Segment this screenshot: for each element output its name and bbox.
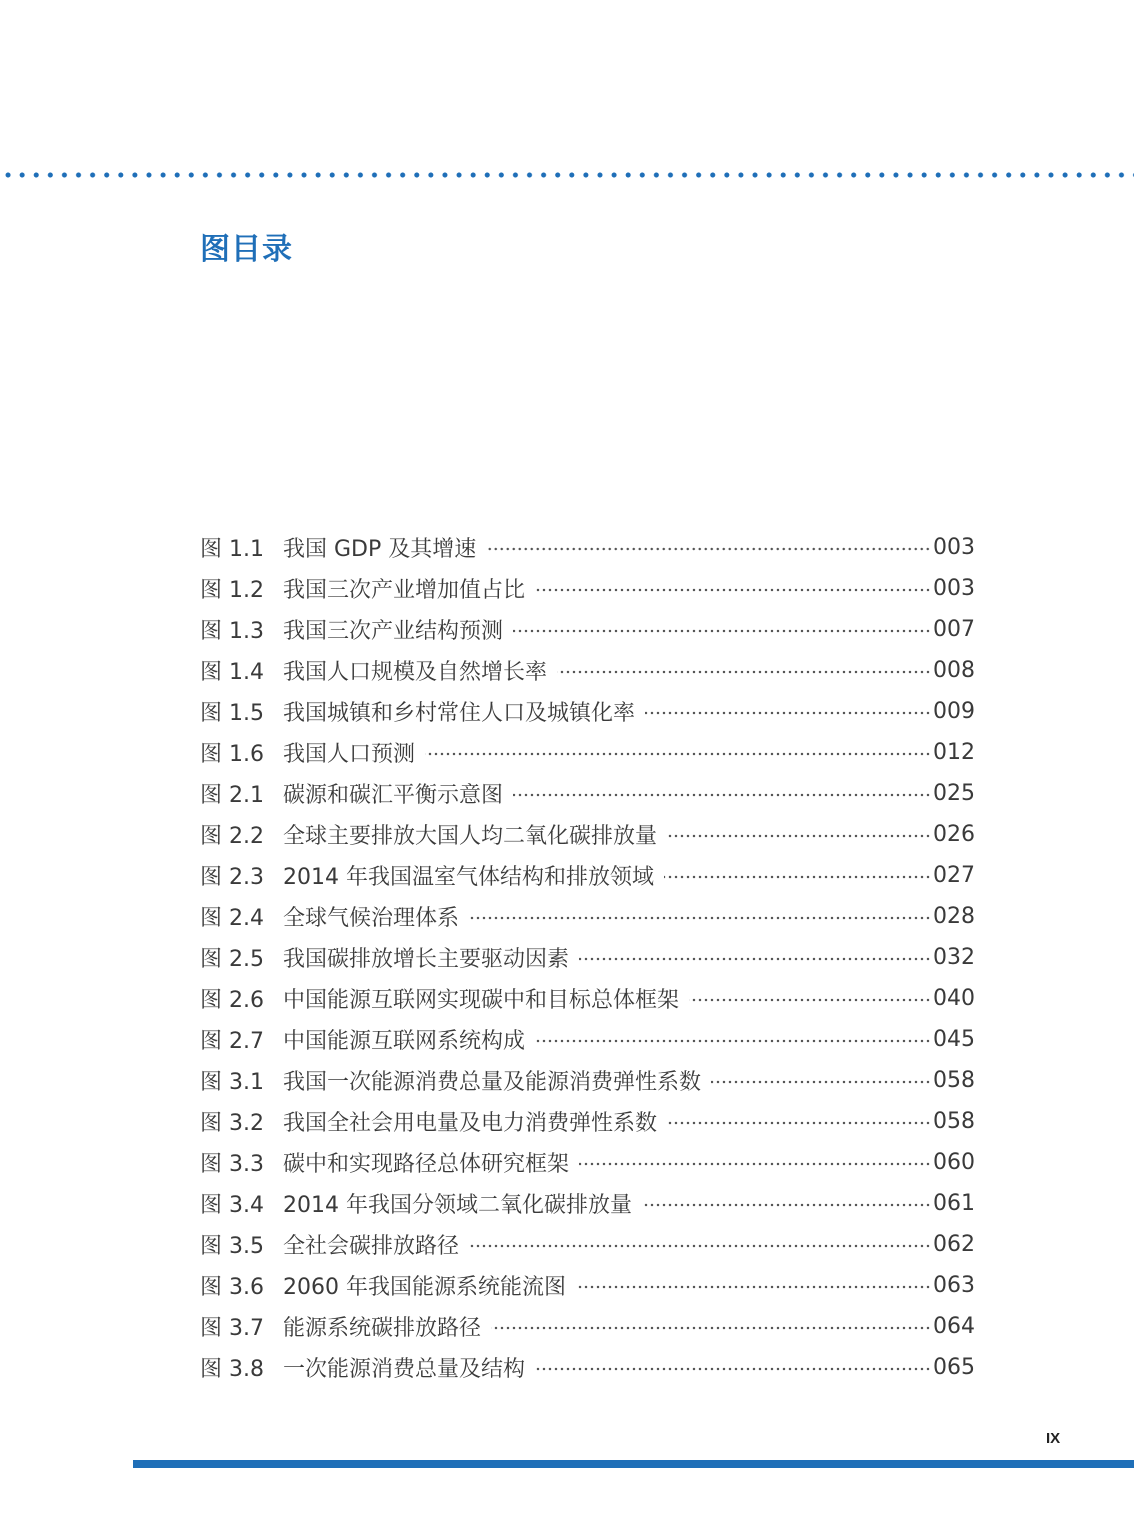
- figure-number: 图 3.5: [200, 1234, 264, 1259]
- dot-leader: [645, 711, 931, 715]
- page-reference: 060: [933, 1150, 975, 1175]
- figure-title: 2014 年我国分领域二氧化碳排放量: [283, 1193, 632, 1218]
- dot-leader: [667, 834, 931, 838]
- toc-entry[interactable]: [200, 1142, 975, 1183]
- bottom-accent-bar: [133, 1460, 1134, 1468]
- figure-number: 图 2.7: [200, 1029, 264, 1054]
- figure-number: 图 3.3: [200, 1152, 264, 1177]
- page-number: IX: [1046, 1430, 1061, 1447]
- dot-leader: [491, 1326, 931, 1330]
- toc-entry[interactable]: [200, 1224, 975, 1265]
- figure-title: 一次能源消费总量及结构: [283, 1357, 526, 1382]
- figure-number: 图 3.2: [200, 1111, 264, 1136]
- figure-title: 全球气候治理体系: [283, 906, 460, 931]
- figure-title: 碳中和实现路径总体研究框架: [283, 1152, 570, 1177]
- toc-entry[interactable]: [200, 691, 975, 732]
- page-reference: 007: [933, 617, 975, 642]
- dot-leader: [579, 957, 931, 961]
- toc-entry[interactable]: [200, 527, 975, 568]
- dot-leader: [667, 1121, 931, 1125]
- dot-leader: [425, 752, 931, 756]
- figure-number: 图 2.4: [200, 906, 264, 931]
- page-reference: 032: [933, 945, 975, 970]
- figure-number: 图 3.1: [200, 1070, 264, 1095]
- figure-title: 中国能源互联网系统构成: [283, 1029, 526, 1054]
- page-reference: 064: [933, 1314, 975, 1339]
- figure-number: 图 1.3: [200, 619, 264, 644]
- toc-entry[interactable]: [200, 1060, 975, 1101]
- figure-title: 碳源和碳汇平衡示意图: [283, 783, 504, 808]
- toc-entry[interactable]: [200, 896, 975, 937]
- dotted-divider: [0, 172, 1134, 178]
- figure-number: 图 2.6: [200, 988, 264, 1013]
- figure-title: 我国三次产业增加值占比: [283, 578, 526, 603]
- page-reference: 065: [933, 1355, 975, 1380]
- figure-title: 我国三次产业结构预测: [283, 619, 504, 644]
- toc-entry[interactable]: [200, 568, 975, 609]
- dot-leader: [535, 1367, 931, 1371]
- figure-number: 图 3.6: [200, 1275, 264, 1300]
- toc-entry[interactable]: [200, 937, 975, 978]
- figure-title: 能源系统碳排放路径: [283, 1316, 482, 1341]
- figure-number: 图 1.6: [200, 742, 264, 767]
- page-reference: 040: [933, 986, 975, 1011]
- figure-number: 图 1.1: [200, 537, 264, 562]
- toc-entry[interactable]: [200, 855, 975, 896]
- figure-title: 我国人口规模及自然增长率: [283, 660, 548, 685]
- toc-entry[interactable]: [200, 1101, 975, 1142]
- dot-leader: [664, 875, 931, 879]
- toc-entry[interactable]: [200, 1019, 975, 1060]
- page-reference: 025: [933, 781, 975, 806]
- figure-number: 图 3.4: [200, 1193, 264, 1218]
- page-reference: 009: [933, 699, 975, 724]
- page-reference: 003: [933, 535, 975, 560]
- figure-number: 图 1.5: [200, 701, 264, 726]
- page-reference: 058: [933, 1068, 975, 1093]
- toc-entry[interactable]: [200, 773, 975, 814]
- figure-title: 全球主要排放大国人均二氧化碳排放量: [283, 824, 658, 849]
- figure-title: 全社会碳排放路径: [283, 1234, 460, 1259]
- page-reference: 027: [933, 863, 975, 888]
- figure-number: 图 2.1: [200, 783, 264, 808]
- figure-list: [200, 527, 975, 1388]
- page-reference: 028: [933, 904, 975, 929]
- figure-title: 我国一次能源消费总量及能源消费弹性系数: [283, 1070, 702, 1095]
- toc-entry[interactable]: [200, 732, 975, 773]
- dot-leader: [513, 793, 931, 797]
- figure-number: 图 3.7: [200, 1316, 264, 1341]
- figure-number: 图 2.5: [200, 947, 264, 972]
- figure-title: 2060 年我国能源系统能流图: [283, 1275, 566, 1300]
- dot-leader: [535, 1039, 931, 1043]
- toc-entry[interactable]: [200, 1306, 975, 1347]
- page-reference: 026: [933, 822, 975, 847]
- figure-title: 中国能源互联网实现碳中和目标总体框架: [283, 988, 680, 1013]
- toc-entry[interactable]: [200, 1347, 975, 1388]
- dot-leader: [711, 1080, 931, 1084]
- page-reference: 062: [933, 1232, 975, 1257]
- page-reference: 058: [933, 1109, 975, 1134]
- dot-leader: [689, 998, 931, 1002]
- dot-leader: [642, 1203, 931, 1207]
- page-reference: 061: [933, 1191, 975, 1216]
- toc-entry[interactable]: [200, 814, 975, 855]
- dot-leader: [579, 1162, 931, 1166]
- toc-entry[interactable]: [200, 978, 975, 1019]
- figure-title: 我国城镇和乡村常住人口及城镇化率: [283, 701, 636, 726]
- figure-number: 图 3.8: [200, 1357, 264, 1382]
- toc-entry[interactable]: [200, 1265, 975, 1306]
- figure-title: 我国人口预测: [283, 742, 416, 767]
- toc-entry[interactable]: [200, 650, 975, 691]
- dot-leader: [469, 916, 931, 920]
- page-reference: 012: [933, 740, 975, 765]
- dot-leader: [557, 670, 931, 674]
- figure-title: 2014 年我国温室气体结构和排放领域: [283, 865, 654, 890]
- page-reference: 045: [933, 1027, 975, 1052]
- figure-number: 图 1.4: [200, 660, 264, 685]
- page-reference: 008: [933, 658, 975, 683]
- figure-title: 我国 GDP 及其增速: [283, 537, 477, 562]
- page-reference: 003: [933, 576, 975, 601]
- figure-number: 图 1.2: [200, 578, 264, 603]
- toc-entry[interactable]: [200, 609, 975, 650]
- dot-leader: [486, 547, 931, 551]
- dot-leader: [535, 588, 931, 592]
- figure-title: 我国全社会用电量及电力消费弹性系数: [283, 1111, 658, 1136]
- figure-title: 我国碳排放增长主要驱动因素: [283, 947, 570, 972]
- dot-leader: [513, 629, 931, 633]
- figure-number: 图 2.2: [200, 824, 264, 849]
- toc-entry[interactable]: [200, 1183, 975, 1224]
- figure-number: 图 2.3: [200, 865, 264, 890]
- page-reference: 063: [933, 1273, 975, 1298]
- page-title: 图目录: [200, 232, 293, 267]
- dot-leader: [576, 1285, 931, 1289]
- dot-leader: [469, 1244, 931, 1248]
